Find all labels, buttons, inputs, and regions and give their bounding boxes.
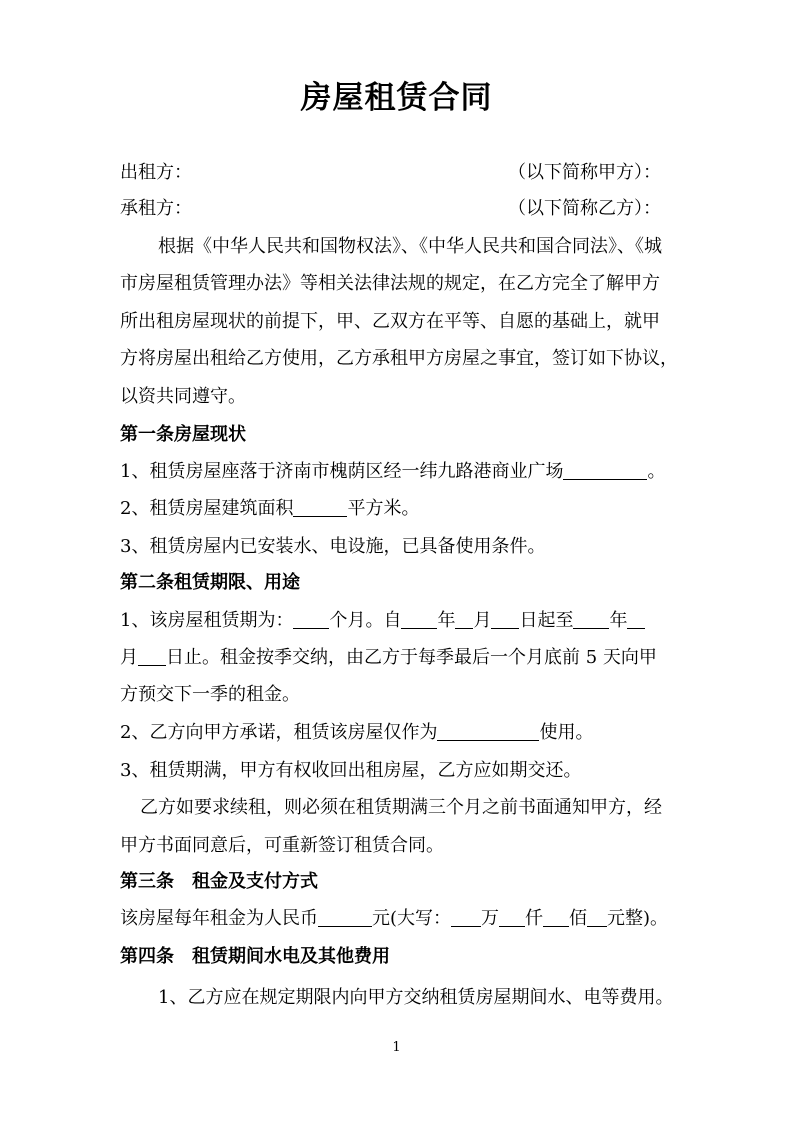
lessee-note: （以下简称乙方）： — [508, 198, 661, 219]
article1-item2-prefix: 2、租赁房屋建筑面积 — [120, 498, 294, 519]
blank-field — [401, 610, 437, 629]
article2-item1-text: 日起至 — [519, 610, 574, 631]
lessor-note: （以下简称甲方）： — [508, 162, 661, 183]
article3-text: 元(大写： — [372, 908, 452, 929]
renewal-line: 甲方书面同意后，可重新签订租赁合同。 — [120, 835, 444, 856]
blank-field — [293, 610, 329, 629]
preamble-line: 方将房屋出租给乙方使用，乙方承租甲方房屋之事宜，签订如下协议， — [120, 348, 678, 369]
blank-field — [293, 498, 347, 517]
article2-item1-cont: 方预交下一季的租金。 — [120, 684, 300, 705]
blank-field — [563, 461, 647, 480]
year-label: 年 — [437, 610, 456, 631]
lessee-label: 承租方： — [120, 198, 192, 219]
preamble-line: 根据《中华人民共和国物权法》、《中华人民共和国合同法》、《城 — [158, 236, 662, 257]
article3-heading: 第三条 租金及支付方式 — [120, 871, 318, 892]
article1-heading: 第一条房屋现状 — [120, 424, 246, 445]
blank-field — [437, 722, 539, 741]
article1-item1-suffix: 。 — [647, 461, 666, 482]
blank-field — [318, 908, 372, 927]
wan-label: 万 — [481, 908, 500, 929]
blank-field — [573, 610, 609, 629]
document-title: 房屋租赁合同 — [300, 80, 493, 116]
lessor-label: 出租方： — [120, 162, 192, 183]
blank-field — [627, 610, 645, 629]
preamble-line: 以资共同遵守。 — [120, 386, 246, 407]
article1-item2 — [120, 497, 680, 521]
preamble-line: 所出租房屋现状的前提下，甲、乙双方在平等、自愿的基础上，就甲 — [120, 311, 660, 332]
qian-label: 仟 — [525, 908, 544, 929]
article1-item2-suffix: 平方米。 — [347, 498, 420, 519]
article2-item1-text: 日止。租金按季交纳，由乙方于每季最后一个月底前 5 天向甲 — [166, 647, 657, 668]
blank-field — [451, 908, 481, 927]
blank-field — [138, 647, 166, 666]
article1-item1-prefix: 1、租赁房屋座落于济南市槐荫区经一纬九路港商业广场 — [120, 461, 564, 482]
blank-field — [455, 610, 473, 629]
article4-item1: 1、乙方应在规定期限内向甲方交纳租赁房屋期间水、电等费用。 — [158, 987, 674, 1008]
preamble-line: 市房屋租赁管理办法》等相关法律法规的规定，在乙方完全了解甲方 — [120, 273, 660, 294]
blank-field — [543, 908, 569, 927]
blank-field — [499, 908, 525, 927]
article2-item2-suffix: 使用。 — [539, 722, 594, 743]
article3-text: 该房屋每年租金为人民币 — [120, 908, 318, 929]
article2-heading: 第二条租赁期限、用途 — [120, 572, 300, 593]
article2-item2 — [120, 721, 680, 745]
renewal-line: 乙方如要求续租，则必须在租赁期满三个月之前书面通知甲方，经 — [140, 797, 662, 818]
article1-item1 — [120, 460, 680, 484]
month-label: 月 — [473, 610, 492, 631]
article4-heading: 第四条 租赁期间水电及其他费用 — [120, 946, 390, 967]
article2-item1-text: 1、该房屋租赁期为： — [120, 610, 294, 631]
blank-field — [587, 908, 607, 927]
article2-item2-prefix: 2、乙方向甲方承诺，租赁该房屋仅作为 — [120, 722, 438, 743]
year-label: 年 — [609, 610, 628, 631]
month-label: 月 — [120, 647, 138, 668]
blank-field — [491, 610, 519, 629]
article1-item3: 3、租赁房屋内已安装水、电设施，已具备使用条件。 — [120, 536, 546, 557]
article3-rent-line — [120, 907, 680, 931]
article2-item1-cont — [120, 646, 680, 670]
article3-text: 元整)。 — [607, 908, 669, 929]
bai-label: 佰 — [569, 908, 588, 929]
page-number: 1 — [392, 1040, 401, 1055]
article2-item1 — [120, 609, 680, 633]
lessee-line — [120, 197, 680, 221]
article2-item1-text: 个月。自 — [329, 610, 402, 631]
lessor-line — [120, 161, 680, 185]
article2-item3: 3、租赁期满，甲方有权收回出租房屋，乙方应如期交还。 — [120, 760, 582, 781]
